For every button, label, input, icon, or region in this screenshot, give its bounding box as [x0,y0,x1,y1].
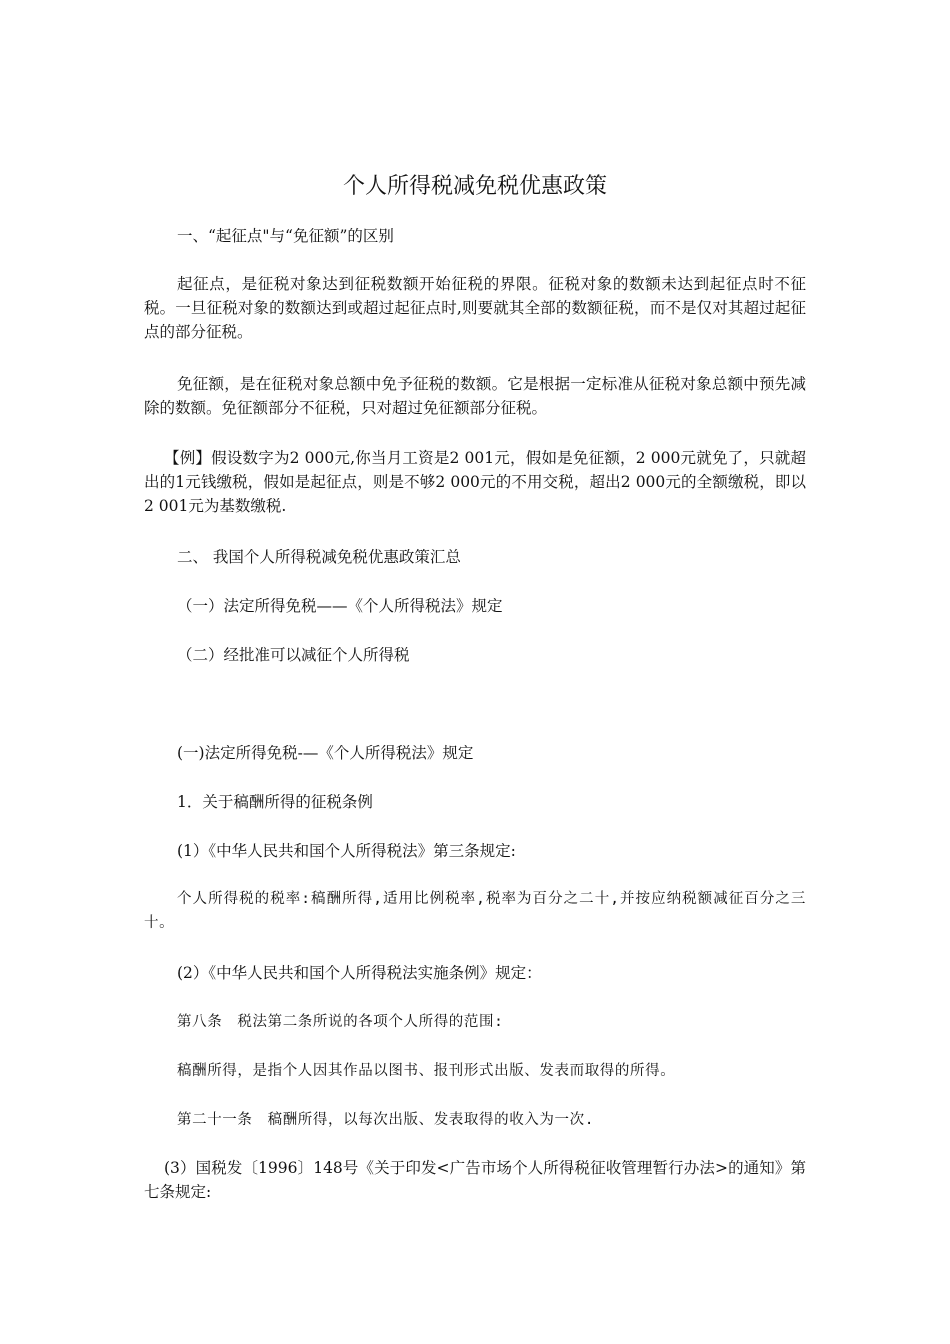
list-item-3: (3）国税发〔1996〕148号《关于印发<广告市场个人所得税征收管理暂行办法>的通知》第七条规定: [144,1159,806,1201]
article-8-text: 稿酬所得，是指个人因其作品以图书、报刊形式出版、发表而取得的所得。 [177,1063,676,1079]
list-item-1: (1）《中华人民共和国个人所得税法》第三条规定: [177,842,516,860]
paragraph-example: 【例】假设数字为2 000元,你当月工资是2 001元，假如是免征额，2 000元就免了，只就超出的1元钱缴税，假如是起征点，则是不够2 000元的不用交税，超出2 000元的全额缴税，即以2 001元为基数缴税. [144,449,806,515]
article-8-heading: 第八条 税法第二条所说的各项个人所得的范围: [177,1014,504,1030]
subsection-heading-2-1: （一）法定所得免税——《个人所得税法》规定 [177,597,503,615]
subsection-heading-3-1: 1．关于稿酬所得的征税条例 [177,793,373,811]
document-title: 个人所得税减免税优惠政策 [342,174,607,199]
paragraph-exemption-definition: 免征额，是在征税对象总额中免予征税的数额。它是根据一定标准从征税对象总额中预先减除的数额。免征额部分不征税，只对超过免征额部分征税。 [144,375,806,417]
subsection-heading-2-2: （二）经批准可以减征个人所得税 [177,646,410,664]
section-heading-2: 二、 我国个人所得税减免税优惠政策汇总 [177,548,461,566]
list-item-2: (2）《中华人民共和国个人所得税法实施条例》规定： [177,964,542,982]
section-heading-1: 一、“起征点"与“免征额”的区别 [177,227,394,245]
article-21-text: 第二十一条 稿酬所得，以每次出版、发表取得的收入为一次. [177,1112,595,1128]
section-heading-3: (一)法定所得免税-—《个人所得税法》规定 [177,744,474,762]
paragraph-threshold-definition: 起征点，是征税对象达到征税数额开始征税的界限。征税对象的数额未达到起征点时不征税。一旦征税对象的数额达到或超过起征点时,则要就其全部的数额征税，而不是仅对其超过起征点的部分征税。 [144,275,806,341]
paragraph-tax-rate: 个人所得税的税率:稿酬所得,适用比例税率,税率为百分之二十,并按应纳税额减征百分之三十。 [144,891,806,931]
